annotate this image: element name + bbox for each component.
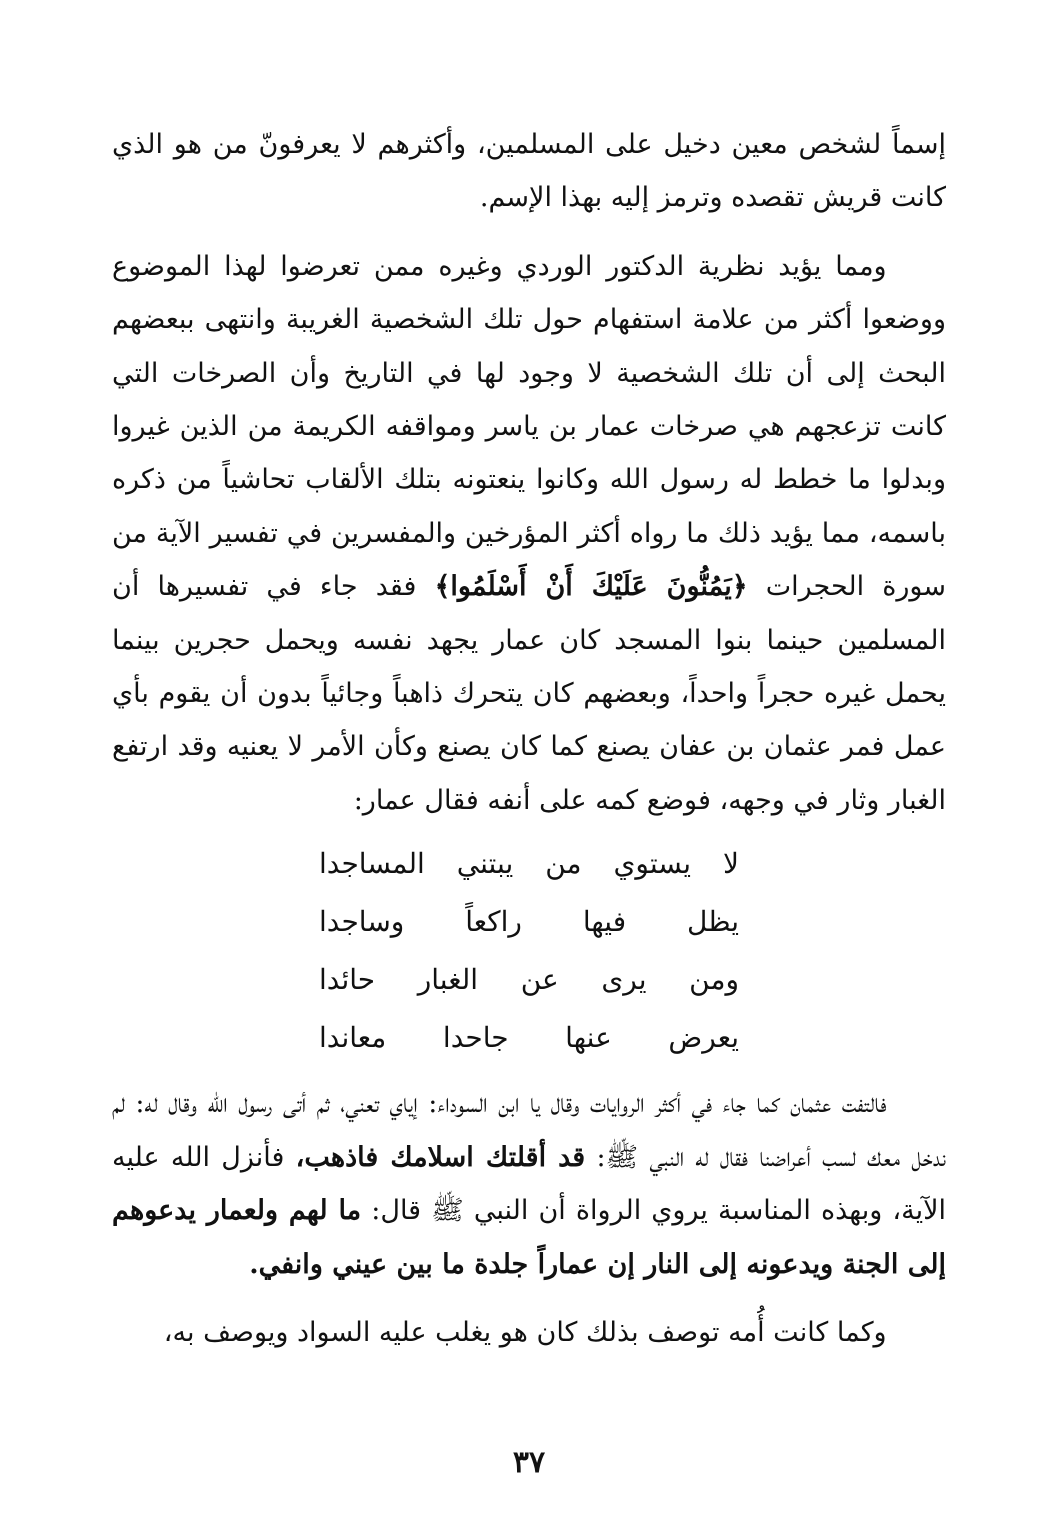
- paragraph-2-text-b: فقد جاء في تفسيرها أن المسلمين حينما بنوا المسجد كان عمار يجهد نفسه ويحمل حجرين بينما يحمل غيره حجراً واحداً، وبعضهم كان يتحرك ذاهباً وجائياً بدون أن يقوم بأي عمل فمر عثمان بن عفان يصنع كما كان يصنع وكأن الأمر لا يعنيه وقد ارتفع الغبار وثار في وجهه، فوضع كمه على أنفه فقال عمار:: [112, 571, 946, 816]
- paragraph-3-text-a: فالتفت عثمان كما جاء في أكثر الروايات وقال يا ابن السوداء: إياي تعني، ثم أتى رسول الله وقال له: لم ندخل معك لسب أعراضنا فقال له النبي ﷺ:: [112, 1088, 946, 1173]
- paragraph-final: [112, 1306, 946, 1359]
- prophet-quote-1: قد أقلتك اسلامك فاذهب،: [295, 1141, 586, 1173]
- paragraph-uthman-reply: [112, 1077, 946, 1291]
- paragraph-4-text: وكما كانت أُمه توصف بذلك كان هو يغلب عليه السواد ويوصف به،: [163, 1316, 887, 1348]
- paragraph-2-text-a: ومما يؤيد نظرية الدكتور الوردي وغيره ممن تعرضوا لهذا الموضوع ووضعوا أكثر من علامة استفهام حول تلك الشخصية الغريبة وانتهى ببعضهم البحث إلى أن تلك الشخصية لا وجود لها في التاريخ وأن الصرخات التي كانت تزعجهم هي صرخات عمار بن ياسر ومواقفه الكريمة من الذين غيروا وبدلوا ما خطط له رسول الله وكانوا ينعتونه بتلك الألقاب تحاشياً من ذكره باسمه، مما يؤيد ذلك ما رواه أكثر المؤرخين والمفسرين في تفسير الآية من سورة الحجرات: [112, 250, 947, 603]
- page-number: ٣٧: [512, 1445, 546, 1480]
- poem-line: ومن يرى عن الغبار حائدا: [319, 963, 739, 997]
- prophet-quote-2: ما لهم ولعمار يدعوهم إلى الجنة ويدعونه إلى النار إن عماراً جلدة ما بين عيني وانفي.: [112, 1195, 946, 1280]
- paragraph-1-text: إسماً لشخص معين دخيل على المسلمين، وأكثرهم لا يعرفونّ من هو الذي كانت قريش تقصده وترمز إليه بهذا الإسم.: [112, 129, 946, 214]
- poem-block: [319, 835, 739, 1067]
- paragraph-ammar-theory: [112, 240, 946, 827]
- quran-verse: ﴿يَمُنُّونَ عَلَيْكَ أَنْ أَسْلَمُوا﴾: [434, 571, 748, 603]
- paragraph-3-text-b: فأنزل الله عليه الآية، وبهذه المناسبة يروي الرواة أن النبي ﷺ قال:: [112, 1141, 946, 1227]
- paragraph-continuation: [112, 118, 946, 225]
- poem-line: يظل فيها راكعاً وساجدا: [319, 905, 739, 939]
- poem-line: لا يستوي من يبتني المساجدا: [319, 847, 739, 881]
- poem-line: يعرض عنها جاحدا معاندا: [319, 1021, 739, 1055]
